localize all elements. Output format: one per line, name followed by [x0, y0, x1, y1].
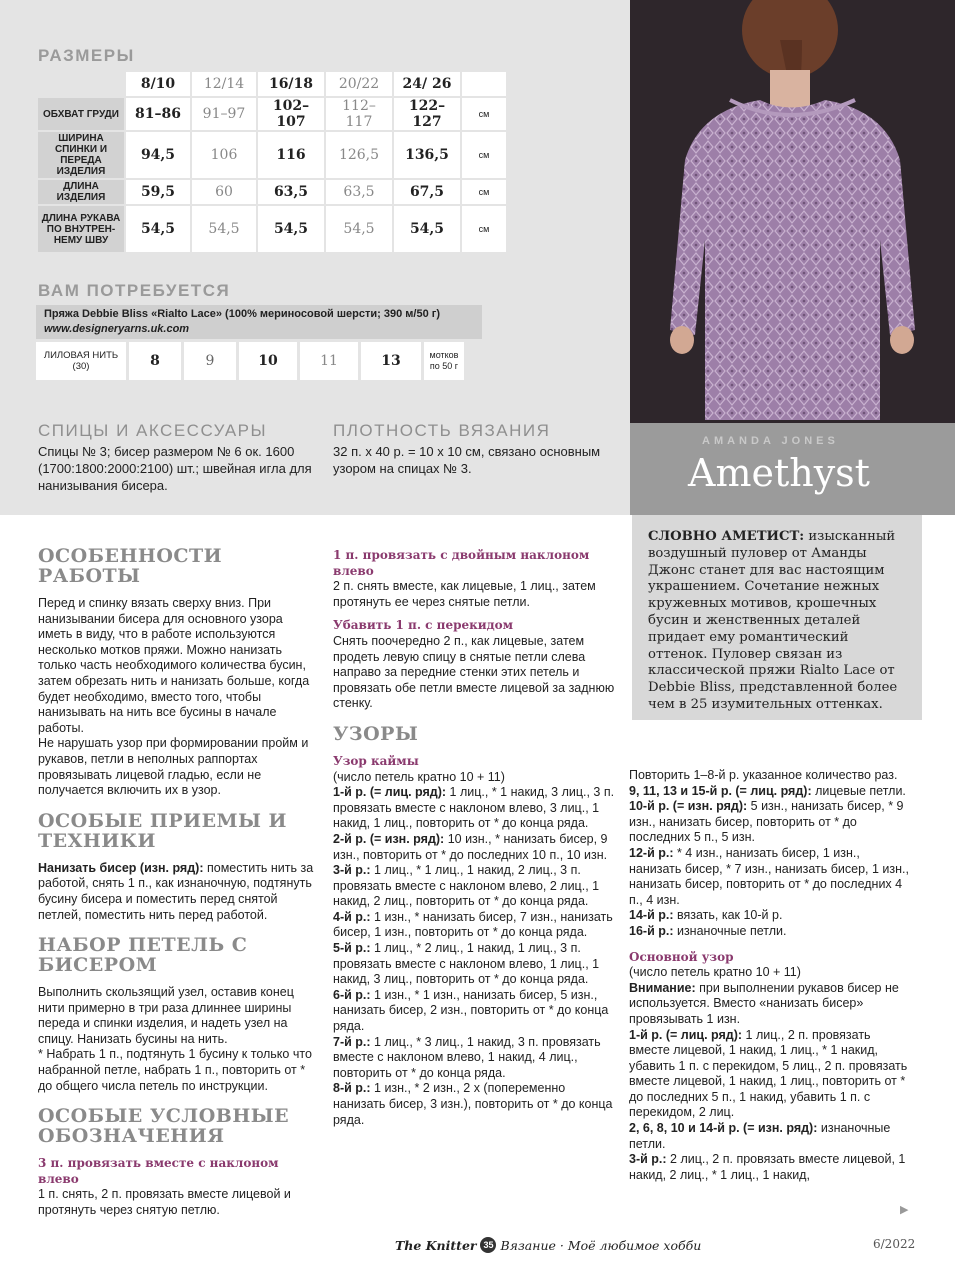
yarn-color-label: ЛИЛОВАЯ НИТЬ (30) — [36, 342, 126, 380]
sizes-title: РАЗМЕРЫ — [38, 46, 135, 65]
unit-cell: см — [462, 206, 506, 252]
intro-lead: СЛОВНО АМЕТИСТ: — [648, 529, 805, 544]
subheading: 1 п. провязать с двойным наклоном влево — [333, 548, 590, 578]
yarn-count: 11 — [300, 342, 358, 380]
row-text: 5 изн., нанизать бисер, * 9 изн., нанизать бисер, повторить от * до последних 5 п., 5 изн. — [629, 799, 904, 845]
column-2 — [333, 548, 617, 1128]
pattern-row — [629, 784, 911, 800]
row-text: изнаночные петли. — [629, 1121, 891, 1151]
table-cell: 60 — [192, 180, 256, 204]
row-label: 8-й р.: — [333, 1081, 371, 1096]
magazine-tagline: Вязание · Моё любимое хобби — [500, 1237, 702, 1253]
pattern-row — [629, 1028, 911, 1122]
pattern-row — [333, 988, 617, 1035]
table-cell: 63,5 — [326, 180, 392, 204]
yarn-count: 10 — [239, 342, 297, 380]
section-heading: ОСОБЕННОСТИ РАБОТЫ — [38, 545, 223, 587]
size-header: 12/14 — [192, 72, 256, 96]
paragraph — [38, 861, 320, 923]
row-text: лицевые петли. — [811, 783, 906, 798]
table-cell: 81–86 — [126, 98, 190, 130]
row-label: 3-й р.: — [629, 1152, 667, 1167]
subheading: Узор каймы — [333, 753, 419, 768]
pattern-title-bar — [630, 423, 955, 515]
issue-date: 6/2022 — [873, 1237, 916, 1251]
row-label: Внимание: — [629, 980, 696, 995]
table-cell: 102–107 — [258, 98, 324, 130]
size-header: 20/22 — [326, 72, 392, 96]
row-label: 14-й р.: — [629, 908, 674, 923]
paragraph: (число петель кратно 10 + 11) — [629, 965, 801, 980]
unit-cell: см — [462, 98, 506, 130]
sweater-photo — [630, 0, 955, 423]
yarn-count: 8 — [129, 342, 181, 380]
row-label: ДЛИНА ИЗДЕЛИЯ — [38, 180, 124, 204]
designer-name: AMANDA JONES — [702, 435, 839, 447]
paragraph: Перед и спинку вязать сверху вниз. При нанизывании бисера для основного узора иметь в виду, что в работе используются несколько мотков пряжи. Можно нанизать только часть необходимого количества бусин, затем обрезать нить и нанизать больше, когда будет необходимо, вместо того, чтобы нанизывать на нить все бусины в начале работы. — [38, 596, 310, 735]
row-label: 2, 6, 8, 10 и 14-й р. (= изн. ряд): — [629, 1121, 818, 1136]
paragraph: Выполнить скользящий узел, оставив конец нити примерно в три раза длиннее ширины переда и спинки изделия, и надеть узел на спицу. Нанизать бусины на нить. — [38, 985, 294, 1046]
intro-box — [632, 515, 922, 720]
row-text: изнаночные петли. — [673, 923, 787, 938]
paragraph: 1 п. снять, 2 п. провязать вместе лицевой и протянуть через снятую петлю. — [38, 1187, 291, 1218]
definition: поместить нить за работой, снять 1 п., как изнаночную, подтянуть бусину бисера и поместить перед снятой петлей, поместить нить перед работой. — [38, 860, 314, 922]
row-text: 1 изн., * 1 изн., нанизать бисер, 5 изн., нанизать бисер, 2 изн., повторить от * до конца ряда. — [333, 987, 609, 1034]
row-text: 1 изн., * нанизать бисер, 7 изн., нанизать бисер, 1 изн., повторить от * до конца ряда. — [333, 909, 613, 940]
table-cell: 67,5 — [394, 180, 460, 204]
continue-arrow-icon: ▶ — [900, 1204, 909, 1216]
needles-text: Спицы № 3; бисер размером № 6 ок. 1600 (1700:1800:2000:2100) шт.; швейная игла для нанизывания бисера. — [38, 444, 312, 493]
section-heading: НАБОР ПЕТЕЛЬ С БИСЕРОМ — [38, 934, 248, 977]
table-cell: 136,5 — [394, 132, 460, 178]
needles-title: СПИЦЫ И АКСЕССУАРЫ — [38, 421, 268, 440]
row-text: 1 лиц., 2 п. провязать вместе лицевой, 1 накид, 1 лиц., * 1 накид, убавить 1 п. с перекидом, 5 лиц., 2 п. провязать вместе лицевой, 1 накид, 1 лиц., повторить от * до последних 5 п., 1 накид, убавить 1 п. с перекидом, 2 лиц. — [629, 1027, 908, 1120]
magazine-name: The Knitter — [395, 1237, 477, 1253]
page-footer — [0, 1230, 955, 1260]
table-cell: 112–117 — [326, 98, 392, 130]
row-label: 9, 11, 13 и 15-й р. (= лиц. ряд): — [629, 783, 812, 798]
table-cell: 116 — [258, 132, 324, 178]
row-text: 1 лиц., * 2 лиц., 1 накид, 1 лиц., 3 п. провязать вместе с наклоном влево, 1 лиц., 1 накид, 3 лиц., повторить от * до конца ряда. — [333, 941, 600, 987]
need-title: ВАМ ПОТРЕБУЕТСЯ — [38, 281, 231, 300]
yarn-block — [36, 305, 482, 380]
paragraph: * Набрать 1 п., подтянуть 1 бусину к только что набранной петле, набрать 1 п., повторить от * до общего числа петель по инструкции. — [38, 1047, 312, 1093]
page-number: 35 — [480, 1237, 496, 1253]
pattern-row — [333, 832, 617, 863]
row-label: 16-й р.: — [629, 923, 674, 938]
pattern-row — [629, 799, 911, 846]
table-cell: 91–97 — [192, 98, 256, 130]
size-header: 8/10 — [126, 72, 190, 96]
row-label: ШИРИНА СПИНКИ И ПЕРЕДА ИЗДЕЛИЯ — [38, 132, 124, 178]
row-label: 7-й р.: — [333, 1034, 371, 1049]
table-cell: 54,5 — [192, 206, 256, 252]
section-heading: УЗОРЫ — [333, 722, 419, 745]
intro-text — [648, 529, 906, 714]
yarn-name: Пряжа Debbie Bliss «Rialto Lace» (100% мериносовой шерсти; 390 м/50 г) — [44, 308, 440, 320]
section-heading: ОСОБЫЕ УСЛОВНЫЕ ОБОЗНАЧЕНИЯ — [38, 1105, 290, 1148]
yarn-count: 13 — [361, 342, 421, 380]
yarn-count: 9 — [184, 342, 236, 380]
row-text: 1 лиц., * 1 лиц., 1 накид, 2 лиц., 3 п. провязать вместе с наклоном влево, 2 лиц., 1 накид, 2 лиц., повторить от * до конца ряда. — [333, 863, 600, 909]
intro-body: изысканный воздушный пуловер от Аманды Джонс станет для вас настоящим украшением. Сочетание нежных кружевных мотивов, крошечных бусин и женственных деталей придает ему романтический оттенок. Пуловер связан из классической пряжи Rialto Lace от Debbie Bliss, представленной более чем в 25 изумительных оттенках. — [648, 529, 898, 712]
table-cell: 54,5 — [394, 206, 460, 252]
column-1 — [38, 546, 320, 1219]
pattern-name: Amethyst — [688, 451, 870, 495]
pattern-row — [333, 785, 617, 832]
row-text: при выполнении рукавов бисер не используется. Вместо «нанизать бисер» провязывать 1 изн. — [629, 980, 899, 1026]
pattern-row — [629, 908, 911, 924]
footer-title — [395, 1237, 701, 1253]
row-label: 1-й р. (= лиц. ряд): — [333, 785, 447, 800]
table-cell: 122–127 — [394, 98, 460, 130]
row-label: 12-й р.: — [629, 845, 674, 860]
row-label: ОБХВАТ ГРУДИ — [38, 98, 124, 130]
row-text: 1 изн., * 2 изн., 2 х (попеременно нанизать бисер, 3 изн.), повторить от * до конца ряда. — [333, 1081, 613, 1127]
pattern-row — [629, 1152, 911, 1183]
pattern-row — [629, 981, 911, 1028]
table-cell: 106 — [192, 132, 256, 178]
sizes-table — [36, 70, 508, 254]
paragraph: Снять поочередно 2 п., как лицевые, затем продеть левую спицу в снятые петли слева направо за передние стенки этих петель и провязать обе петли вместе лицевой за заднюю стенку. — [333, 633, 615, 711]
pattern-row — [629, 1121, 911, 1152]
row-text: * 4 изн., нанизать бисер, 1 изн., нанизать бисер, * 7 изн., нанизать бисер, 1 изн., нанизать бисер, повторить от * до последних 4 п., 4 изн. — [629, 845, 909, 907]
table-cell: 54,5 — [126, 206, 190, 252]
subheading: Убавить 1 п. с перекидом — [333, 618, 514, 633]
row-label: 1-й р. (= лиц. ряд): — [629, 1027, 743, 1042]
table-cell: 54,5 — [258, 206, 324, 252]
paragraph: Повторить 1–8-й р. указанное количество раз. — [629, 768, 898, 782]
row-text: 1 лиц., * 3 лиц., 1 накид, 3 п. провязать вместе с наклоном влево, 1 накид, 4 лиц., повторить от * до конца ряда. — [333, 1034, 601, 1080]
row-text: вязать, как 10-й р. — [673, 908, 783, 923]
gauge-title: ПЛОТНОСТЬ ВЯЗАНИЯ — [333, 421, 551, 440]
size-header: 16/18 — [258, 72, 324, 96]
table-cell: 54,5 — [326, 206, 392, 252]
table-cell: 94,5 — [126, 132, 190, 178]
row-text: 10 изн., * нанизать бисер, 9 изн., повторить от * до последних 10 п., 10 изн. — [333, 831, 608, 862]
term: Нанизать бисер (изн. ряд): — [38, 860, 204, 875]
yarn-info — [36, 305, 482, 339]
pattern-row — [629, 846, 911, 908]
row-label: ДЛИНА РУКАВА ПО ВНУТРЕН-НЕМУ ШВУ — [38, 206, 124, 252]
yarn-quantity-row — [36, 342, 482, 380]
row-label: 3-й р.: — [333, 863, 371, 878]
pattern-row — [629, 924, 911, 940]
row-label: 6-й р.: — [333, 987, 371, 1002]
pattern-row — [333, 1035, 617, 1082]
subheading: Основной узор — [629, 949, 734, 964]
pattern-row — [333, 941, 617, 988]
subheading: 3 п. провязать вместе с наклоном влево — [38, 1156, 279, 1186]
yarn-count-unit: мотков по 50 г — [424, 342, 464, 380]
row-label: 5-й р.: — [333, 941, 371, 956]
yarn-url: www.designeryarns.uk.com — [44, 323, 190, 335]
table-cell: 59,5 — [126, 180, 190, 204]
model-illustration — [630, 0, 955, 423]
paragraph: 2 п. снять вместе, как лицевые, 1 лиц., затем протянуть ее через снятые петли. — [333, 579, 596, 609]
row-label: 10-й р. (= изн. ряд): — [629, 799, 748, 814]
gauge-block — [333, 421, 603, 477]
column-3 — [629, 768, 911, 1183]
section-heading: ОСОБЫЕ ПРИЕМЫ И ТЕХНИКИ — [38, 809, 287, 852]
table-cell: 63,5 — [258, 180, 324, 204]
row-text: 2 лиц., 2 п. провязать вместе лицевой, 1 накид, 2 лиц., * 1 лиц., 1 накид, — [629, 1152, 906, 1182]
paragraph: Не нарушать узор при формировании пройм и рукавов, петли в неполных раппортах провязывать лицевой гладью, если не получается включить их в узор. — [38, 736, 309, 798]
gauge-text: 32 п. х 40 р. = 10 х 10 см, связано основным узором на спицах № 3. — [333, 444, 601, 476]
needles-block — [38, 421, 318, 494]
row-text: 1 лиц., * 1 накид, 3 лиц., 3 п. провязать вместе с наклоном влево, 3 лиц., 1 накид, 1 лиц., повторить от * до конца ряда. — [333, 785, 615, 831]
table-cell: 126,5 — [326, 132, 392, 178]
pattern-row — [333, 910, 617, 941]
size-header: 24/ 26 — [394, 72, 460, 96]
unit-cell: см — [462, 180, 506, 204]
unit-cell: см — [462, 132, 506, 178]
row-label: 2-й р. (= изн. ряд): — [333, 831, 445, 846]
paragraph: (число петель кратно 10 + 11) — [333, 769, 505, 784]
pattern-row — [333, 863, 617, 910]
row-label: 4-й р.: — [333, 909, 371, 924]
pattern-row — [333, 1081, 617, 1128]
